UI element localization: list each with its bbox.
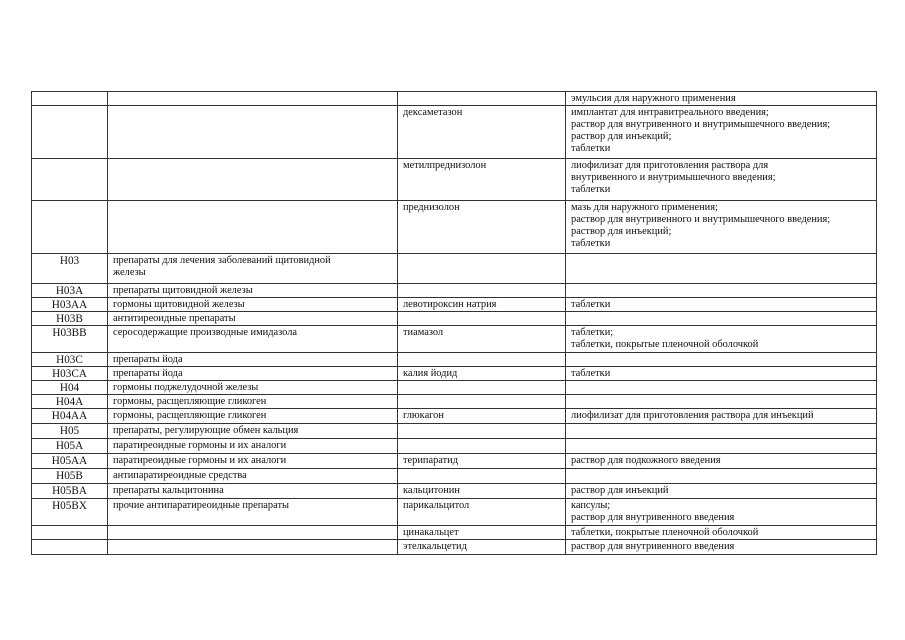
atc-code-cell: H03 (32, 254, 108, 284)
dosage-form-cell (566, 284, 877, 298)
table-row (32, 201, 877, 254)
atc-code-cell (32, 92, 108, 106)
dosage-form-cell: мазь для наружного применения; раствор для внутривенного и внутримышечного введения; раствор для инъекций; таблетки (566, 201, 877, 254)
atc-code-cell: H04A (32, 395, 108, 409)
table-row (32, 106, 877, 159)
atc-code-cell (32, 201, 108, 254)
dosage-form-cell (566, 381, 877, 395)
group-name-cell: паратиреоидные гормоны и их аналоги (108, 439, 398, 454)
drug-name-cell: терипаратид (398, 454, 566, 469)
drug-name-cell: тиамазол (398, 326, 566, 353)
drug-name-cell (398, 439, 566, 454)
atc-code-cell (32, 159, 108, 201)
dosage-form-cell: эмульсия для наружного применения (566, 92, 877, 106)
group-name-cell: гормоны, расщепляющие гликоген (108, 409, 398, 424)
drug-name-cell (398, 424, 566, 439)
dosage-form-cell (566, 254, 877, 284)
table-row (32, 499, 877, 526)
group-name-cell: серосодержащие производные имидазола (108, 326, 398, 353)
atc-code-cell (32, 106, 108, 159)
atc-code-cell: H03B (32, 312, 108, 326)
dosage-form-cell: имплантат для интравитреального введения; раствор для внутривенного и внутримышечного введения; раствор для инъекций; таблетки (566, 106, 877, 159)
drug-name-cell: цинакальцет (398, 526, 566, 540)
group-name-cell: прочие антипаратиреоидные препараты (108, 499, 398, 526)
atc-code-cell (32, 526, 108, 540)
table-row (32, 381, 877, 395)
group-name-cell (108, 92, 398, 106)
dosage-form-cell: таблетки (566, 367, 877, 381)
atc-code-cell: H03CA (32, 367, 108, 381)
drug-name-cell: глюкагон (398, 409, 566, 424)
drug-name-cell (398, 395, 566, 409)
dosage-form-cell (566, 353, 877, 367)
dosage-form-cell: лиофилизат для приготовления раствора для инъекций (566, 409, 877, 424)
atc-code-cell (32, 540, 108, 555)
atc-code-cell: H03AA (32, 298, 108, 312)
drug-name-cell (398, 284, 566, 298)
group-name-cell: гормоны щитовидной железы (108, 298, 398, 312)
drug-name-cell: дексаметазон (398, 106, 566, 159)
table-row (32, 284, 877, 298)
table-row (32, 439, 877, 454)
table-row (32, 424, 877, 439)
atc-code-cell: H04 (32, 381, 108, 395)
atc-code-cell: H05B (32, 469, 108, 484)
atc-code-cell: H05BA (32, 484, 108, 499)
dosage-form-cell: капсулы; раствор для внутривенного введения (566, 499, 877, 526)
group-name-cell: препараты щитовидной железы (108, 284, 398, 298)
atc-code-cell: H03BB (32, 326, 108, 353)
drug-name-cell: кальцитонин (398, 484, 566, 499)
table-row (32, 326, 877, 353)
table-row (32, 454, 877, 469)
dosage-form-cell (566, 439, 877, 454)
dosage-form-cell (566, 395, 877, 409)
dosage-form-cell (566, 312, 877, 326)
drug-name-cell (398, 381, 566, 395)
table-row (32, 540, 877, 555)
group-name-cell (108, 526, 398, 540)
table-row (32, 409, 877, 424)
dosage-form-cell: таблетки (566, 298, 877, 312)
dosage-form-cell: таблетки, покрытые пленочной оболочкой (566, 526, 877, 540)
drug-name-cell (398, 254, 566, 284)
group-name-cell: препараты йода (108, 353, 398, 367)
drug-name-cell: калия йодид (398, 367, 566, 381)
drug-name-cell: этелкальцетид (398, 540, 566, 555)
atc-code-cell: H03C (32, 353, 108, 367)
group-name-cell: препараты, регулирующие обмен кальция (108, 424, 398, 439)
drug-name-cell (398, 353, 566, 367)
group-name-cell: антитиреоидные препараты (108, 312, 398, 326)
drug-classification-table (31, 91, 877, 555)
table-row (32, 484, 877, 499)
dosage-form-cell: раствор для инъекций (566, 484, 877, 499)
table-row (32, 298, 877, 312)
dosage-form-cell (566, 469, 877, 484)
group-name-cell (108, 201, 398, 254)
atc-code-cell: H05AA (32, 454, 108, 469)
table-row (32, 159, 877, 201)
group-name-cell (108, 106, 398, 159)
atc-code-cell: H04AA (32, 409, 108, 424)
dosage-form-cell: раствор для подкожного введения (566, 454, 877, 469)
drug-name-cell: парикальцитол (398, 499, 566, 526)
table-row (32, 526, 877, 540)
dosage-form-cell: лиофилизат для приготовления раствора для внутривенного и внутримышечного введения; таблетки (566, 159, 877, 201)
atc-code-cell: H05A (32, 439, 108, 454)
atc-code-cell: H03A (32, 284, 108, 298)
table-row (32, 312, 877, 326)
table-row (32, 353, 877, 367)
group-name-cell: препараты кальцитонина (108, 484, 398, 499)
drug-name-cell (398, 469, 566, 484)
table-row (32, 367, 877, 381)
drug-name-cell (398, 312, 566, 326)
table-row (32, 254, 877, 284)
group-name-cell: препараты йода (108, 367, 398, 381)
drug-name-cell: левотироксин натрия (398, 298, 566, 312)
dosage-form-cell: раствор для внутривенного введения (566, 540, 877, 555)
dosage-form-cell (566, 424, 877, 439)
table-row (32, 395, 877, 409)
table-row (32, 469, 877, 484)
group-name-cell: препараты для лечения заболеваний щитовидной железы (108, 254, 398, 284)
table-body (32, 92, 877, 555)
group-name-cell: гормоны, расщепляющие гликоген (108, 395, 398, 409)
drug-name-cell (398, 92, 566, 106)
table-row (32, 92, 877, 106)
drug-name-cell: метилпреднизолон (398, 159, 566, 201)
group-name-cell (108, 540, 398, 555)
atc-code-cell: H05 (32, 424, 108, 439)
drug-name-cell: преднизолон (398, 201, 566, 254)
group-name-cell: антипаратиреоидные средства (108, 469, 398, 484)
dosage-form-cell: таблетки; таблетки, покрытые пленочной оболочкой (566, 326, 877, 353)
group-name-cell: гормоны поджелудочной железы (108, 381, 398, 395)
group-name-cell (108, 159, 398, 201)
group-name-cell: паратиреоидные гормоны и их аналоги (108, 454, 398, 469)
atc-code-cell: H05BX (32, 499, 108, 526)
